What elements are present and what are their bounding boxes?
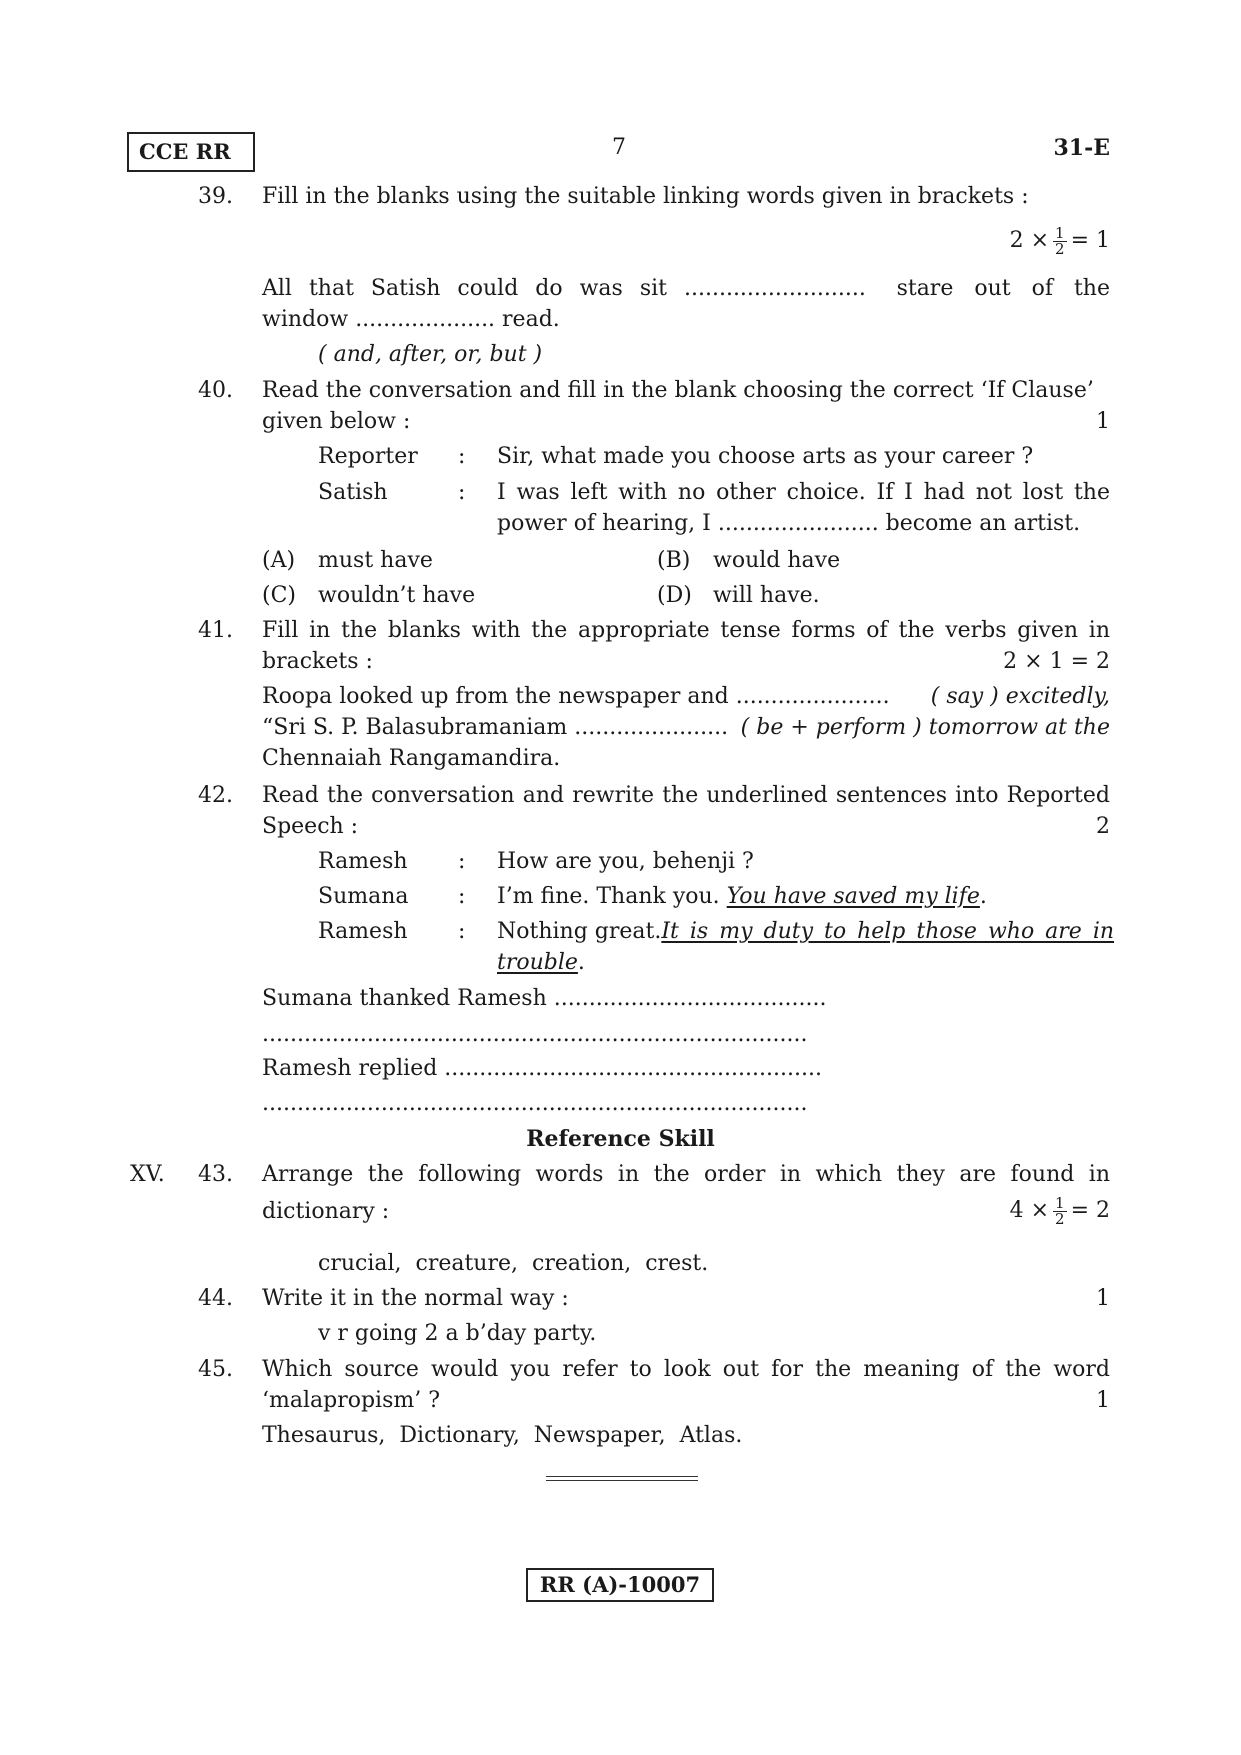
colon: : bbox=[458, 919, 466, 944]
colon: : bbox=[458, 849, 466, 874]
q41-number: 41. bbox=[198, 618, 233, 643]
q41-line1: Fill in the blanks with the appropriate tense forms of the verbs given in bbox=[262, 618, 1110, 643]
exam-code-box: CCE RR bbox=[127, 132, 255, 172]
q45-marks: 1 bbox=[1096, 1388, 1110, 1413]
q40-line2: given below : bbox=[262, 409, 411, 434]
q43-number: 43. bbox=[198, 1162, 233, 1187]
q45-line2: ‘malapropism’ ? bbox=[262, 1388, 441, 1413]
q44-text: Write it in the normal way : bbox=[262, 1286, 569, 1311]
q43-marks: 4 × $\frac{1}{2}$ = 2 bbox=[1009, 1193, 1110, 1228]
q40-number: 40. bbox=[198, 378, 233, 403]
answer-line-4: .............................................................................. bbox=[262, 1091, 808, 1116]
ramesh-dialogue: How are you, behenji ? bbox=[497, 849, 754, 874]
option-d: will have. bbox=[713, 583, 820, 608]
q44-marks: 1 bbox=[1096, 1286, 1110, 1311]
q42-line2: Speech : bbox=[262, 814, 359, 839]
option-a-label: (A) bbox=[262, 548, 296, 573]
section-roman-number: XV. bbox=[130, 1162, 165, 1187]
q39-line1: All that Satish could do was sit .......................... stare out of the bbox=[262, 276, 1110, 301]
q42-number: 42. bbox=[198, 783, 233, 808]
satish-dialogue-line2: power of hearing, I ....................... become an artist. bbox=[497, 511, 1081, 536]
q40-line1: Read the conversation and fill in the blank choosing the correct ‘If Clause’ bbox=[262, 378, 1094, 403]
q43-line1: Arrange the following words in the order in which they are found in bbox=[262, 1162, 1110, 1187]
q40-marks: 1 bbox=[1096, 409, 1110, 434]
q41-line2: brackets : bbox=[262, 649, 373, 674]
q44-number: 44. bbox=[198, 1286, 233, 1311]
colon: : bbox=[458, 480, 466, 505]
option-c: wouldn’t have bbox=[318, 583, 476, 608]
paper-code: 31-E bbox=[1053, 135, 1110, 161]
q39-marks: 2 × $\frac{1}{2}$ = 1 bbox=[1009, 223, 1110, 258]
q41-para3: Chennaiah Rangamandira. bbox=[262, 746, 561, 771]
q39-number: 39. bbox=[198, 184, 233, 209]
speaker-satish: Satish bbox=[318, 480, 388, 505]
q43-line2: dictionary : bbox=[262, 1199, 390, 1224]
answer-line-2: .............................................................................. bbox=[262, 1022, 808, 1047]
option-a: must have bbox=[318, 548, 433, 573]
q39-options: ( and, after, or, but ) bbox=[318, 342, 543, 367]
answer-line-3: Ramesh replied ...................................................... bbox=[262, 1056, 822, 1081]
speaker-ramesh: Ramesh bbox=[318, 849, 408, 874]
end-rule-top bbox=[546, 1476, 698, 1477]
q45-number: 45. bbox=[198, 1357, 233, 1382]
q41-para2: “Sri S. P. Balasubramaniam ...................... ( be + perform ) tomorrow at the bbox=[262, 715, 1110, 740]
q44-item: v r going 2 a b’day party. bbox=[318, 1321, 597, 1346]
page-number: 7 bbox=[612, 135, 626, 160]
speaker-ramesh: Ramesh bbox=[318, 919, 408, 944]
q39-text: Fill in the blanks using the suitable linking words given in brackets : bbox=[262, 184, 1029, 209]
sumana-dialogue: I’m fine. Thank you. You have saved my life. bbox=[497, 884, 987, 909]
q45-line1: Which source would you refer to look out for the meaning of the word bbox=[262, 1357, 1110, 1382]
q41-marks: 2 × 1 = 2 bbox=[1003, 649, 1110, 674]
q43-words: crucial, creature, creation, crest. bbox=[318, 1251, 709, 1276]
reporter-dialogue: Sir, what made you choose arts as your career ? bbox=[497, 444, 1034, 469]
colon: : bbox=[458, 444, 466, 469]
option-b: would have bbox=[713, 548, 841, 573]
footer-code-box: RR (A)-10007 bbox=[526, 1568, 714, 1602]
section-title: Reference Skill bbox=[526, 1126, 715, 1152]
speaker-sumana: Sumana bbox=[318, 884, 409, 909]
satish-dialogue-line1: I was left with no other choice. If I had not lost the bbox=[497, 480, 1110, 505]
q45-options: Thesaurus, Dictionary, Newspaper, Atlas. bbox=[262, 1423, 743, 1448]
option-b-label: (B) bbox=[657, 548, 691, 573]
q41-para1: Roopa looked up from the newspaper and ...................... ( say ) excitedly, bbox=[262, 684, 1110, 709]
ramesh-dialogue-2: Nothing great. It is my duty to help those who are in bbox=[497, 919, 1115, 944]
speaker-reporter: Reporter bbox=[318, 444, 418, 469]
option-d-label: (D) bbox=[657, 583, 692, 608]
option-c-label: (C) bbox=[262, 583, 296, 608]
colon: : bbox=[458, 884, 466, 909]
answer-line-1: Sumana thanked Ramesh ....................................... bbox=[262, 986, 827, 1011]
ramesh-dialogue-2-cont: trouble. bbox=[497, 950, 585, 975]
end-rule-bottom bbox=[546, 1480, 698, 1481]
q39-line2: window .................... read. bbox=[262, 307, 560, 332]
q42-line1: Read the conversation and rewrite the underlined sentences into Reported bbox=[262, 783, 1110, 808]
q42-marks: 2 bbox=[1096, 814, 1110, 839]
